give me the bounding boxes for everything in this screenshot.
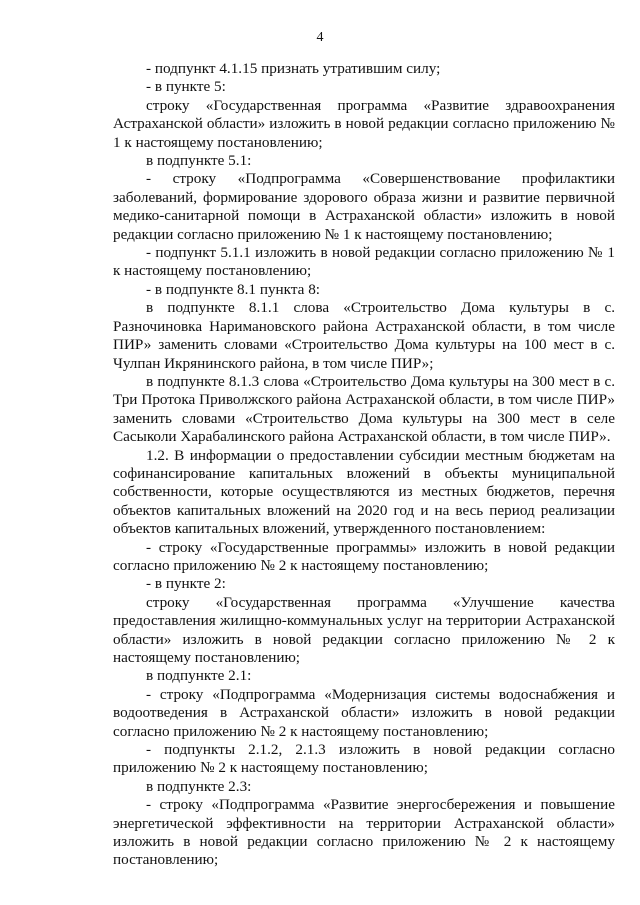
paragraph-9: в подпункте 8.1.3 слова «Строительство Дома культуры на 300 мест в с. Три Протока Приволжского района Астраханской области, в том числе ПИР» заменить словами «Строительство Дома культуры на 300 мест в селе Сасыколи Харабалинского района Астраханской области, в том числе ПИР». <box>113 372 615 446</box>
page-number: 4 <box>316 30 324 45</box>
paragraph-14: в подпункте 2.1: <box>146 667 252 685</box>
paragraph-6: - подпункт 5.1.1 изложить в новой редакции согласно приложению № 1 к настоящему постановлению; <box>113 244 615 280</box>
paragraph-18: - строку «Подпрограмма «Развитие энергосбережения и повышение энергетической эффективности на территории Астраханской области» изложить в новой редакции согласно приложению № 2 к настоящему постановлению; <box>113 796 615 869</box>
paragraph-7: - в подпункте 8.1 пункта 8: <box>146 280 321 298</box>
paragraph-17: в подпункте 2.3: <box>146 777 252 795</box>
document-body <box>113 60 615 870</box>
paragraph-2: - в пункте 5: <box>146 78 226 96</box>
paragraph-8: в подпункте 8.1.1 слова «Строительство Дома культуры в с. Разночиновка Наримановского района Астраханской области, в том числе ПИР» заменить словами «Строительство Дома культуры на 100 мест в с. Чулпан Икрянинского района, в том числе ПИР»; <box>113 299 615 372</box>
paragraph-3: строку «Государственная программа «Развитие здравоохранения Астраханской области» изложить в новой редакции согласно приложению № 1 к настоящему постановлению; <box>113 96 615 151</box>
paragraph-16: - подпункты 2.1.2, 2.1.3 изложить в новой редакции согласно приложению № 2 к настоящему постановлению; <box>113 741 615 777</box>
paragraph-1: - подпункт 4.1.15 признать утратившим силу; <box>146 60 441 77</box>
paragraph-4: в подпункте 5.1: <box>146 152 252 170</box>
paragraph-5: - строку «Подпрограмма «Совершенствование профилактики заболеваний, формирование здорового образа жизни и развитие первичной медико-санитарной помощи в Астраханской области» изложить в новой редакции согласно приложению № 1 к настоящему постановлению; <box>113 170 615 243</box>
paragraph-11: - строку «Государственные программы» изложить в новой редакции согласно приложению № 2 к настоящему постановлению; <box>113 538 615 574</box>
paragraph-10: 1.2. В информации о предоставлении субсидии местным бюджетам на софинансирование капитальных вложений в объекты муниципальной собственности, которые осуществляются из местных бюджетов, перечня объектов капитальных вложений на 2020 год и на весь период реализации объектов капитальных вложений, утвержденного постановлением: <box>113 446 615 538</box>
paragraph-15: - строку «Подпрограмма «Модернизация системы водоснабжения и водоотведения в Астраханской области» изложить в новой редакции согласно приложению № 2 к настоящему постановлению; <box>113 685 615 740</box>
paragraph-13: строку «Государственная программа «Улучшение качества предоставления жилищно-коммунальных услуг на территории Астраханской области» изложить в новой редакции согласно приложению № 2 к настоящему постановлению; <box>113 593 615 666</box>
paragraph-12: - в пункте 2: <box>146 575 226 593</box>
